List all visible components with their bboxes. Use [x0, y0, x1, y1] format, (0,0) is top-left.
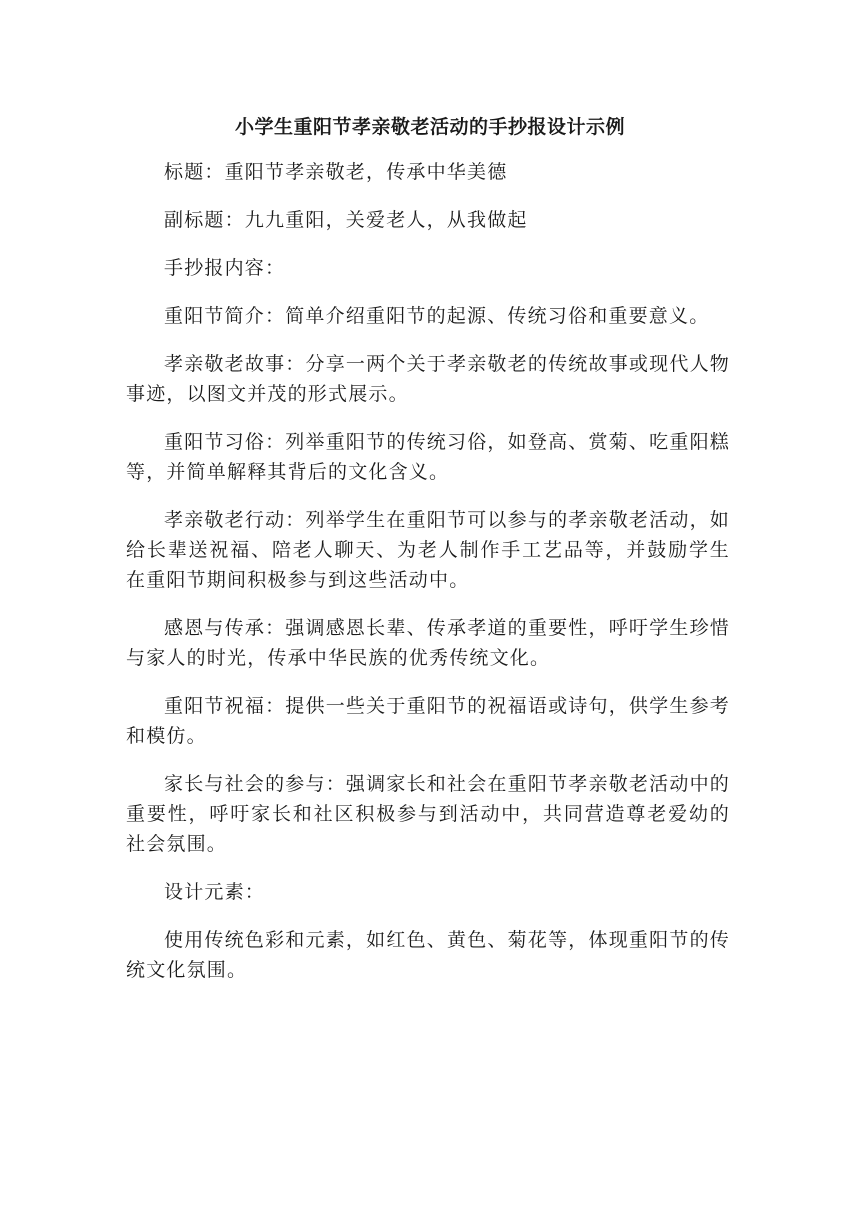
- paragraph-content-heading: 手抄报内容：: [164, 257, 286, 279]
- paragraph-design-elements: 使用传统色彩和元素，如红色、黄色、菊花等，体现重阳节的传统文化氛围。: [126, 929, 730, 981]
- paragraph-intro: 重阳节简介：简单介绍重阳节的起源、传统习俗和重要意义。: [164, 305, 710, 327]
- paragraph-stories: 孝亲敬老故事：分享一两个关于孝亲敬老的传统故事或现代人物事迹，以图文并茂的形式展示。: [126, 353, 730, 405]
- document-body: [126, 157, 730, 1003]
- paragraph-customs: 重阳节习俗：列举重阳节的传统习俗，如登高、赏菊、吃重阳糕等，并简单解释其背后的文化含义。: [126, 431, 730, 483]
- paragraph-subtitle: 副标题：九九重阳，关爱老人，从我做起: [164, 209, 528, 231]
- paragraph-design-heading: 设计元素：: [164, 881, 266, 903]
- paragraph-title: 标题：重阳节孝亲敬老，传承中华美德: [164, 161, 508, 183]
- paragraph-actions: 孝亲敬老行动：列举学生在重阳节可以参与的孝亲敬老活动，如给长辈送祝福、陪老人聊天、为老人制作手工艺品等，并鼓励学生在重阳节期间积极参与到这些活动中。: [126, 509, 730, 591]
- paragraph-gratitude: 感恩与传承：强调感恩长辈、传承孝道的重要性，呼吁学生珍惜与家人的时光，传承中华民族的优秀传统文化。: [126, 617, 730, 669]
- document-title: 小学生重阳节孝亲敬老活动的手抄报设计示例: [234, 116, 625, 138]
- paragraph-blessings: 重阳节祝福：提供一些关于重阳节的祝福语或诗句，供学生参考和模仿。: [126, 695, 730, 747]
- paragraph-participation: 家长与社会的参与：强调家长和社会在重阳节孝亲敬老活动中的重要性，呼吁家长和社区积极参与到活动中，共同营造尊老爱幼的社会氛围。: [126, 773, 730, 855]
